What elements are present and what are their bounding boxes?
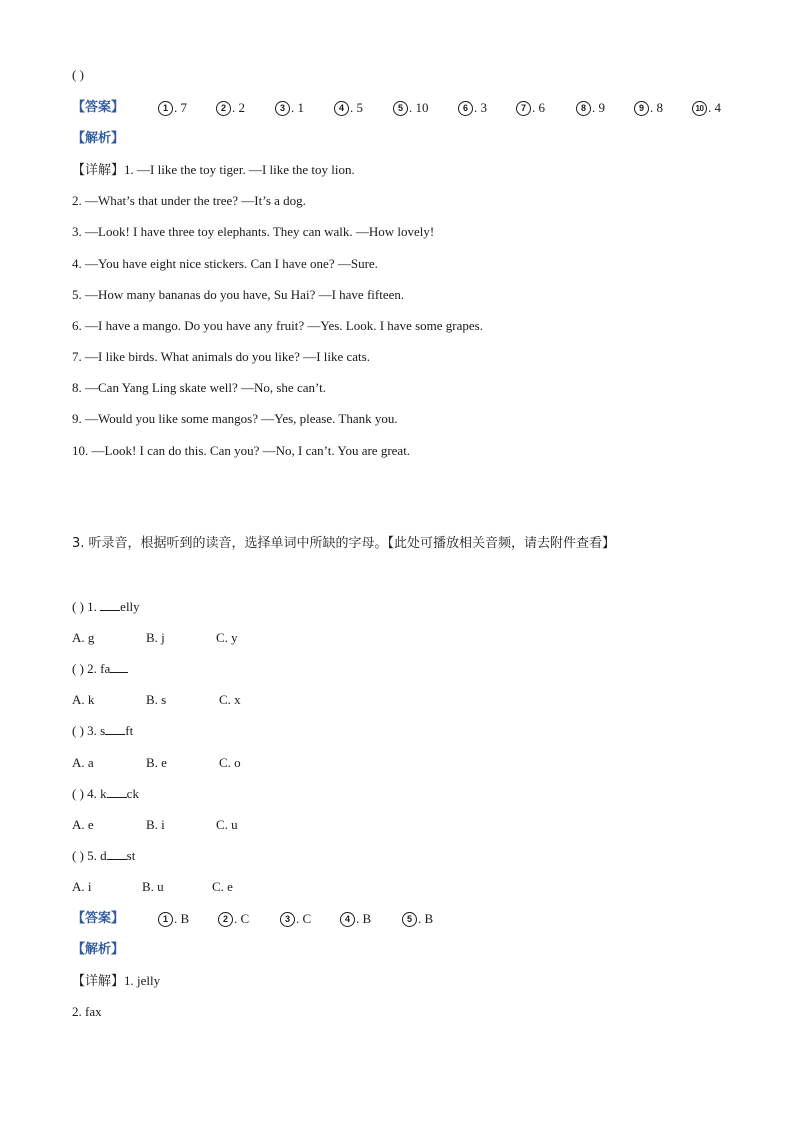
answer-item: 5 . 10: [393, 100, 429, 117]
detail-line: 9. —Would you like some mangos? —Yes, please. Thank you.: [72, 411, 398, 426]
option: C. x: [219, 692, 241, 707]
answer-blank: [100, 599, 120, 611]
question-item: ( ) 3. s ft: [72, 723, 134, 738]
answer-item: 1 . 7: [158, 100, 187, 117]
answer-item: 2 . C: [218, 911, 249, 928]
option: C. u: [216, 817, 238, 832]
answer-blank: [107, 786, 127, 798]
detail-line: 2. —What’s that under the tree? —It’s a dog.: [72, 193, 306, 208]
answer-paren: ( ): [72, 67, 84, 82]
question-item: ( ) 5. d st: [72, 848, 136, 863]
option: B. s: [146, 692, 167, 707]
option: C. e: [212, 879, 233, 894]
answer-blank: [110, 661, 128, 673]
question-item: ( ) 4. k ck: [72, 786, 139, 801]
answer-item: 3 . C: [280, 911, 311, 928]
detail-label: 【详解】: [72, 974, 125, 989]
question-item: ( ) 2. fa: [72, 661, 128, 677]
answer-item: 10 . 4: [692, 100, 721, 117]
question-instruction: 3. 听录音，根据听到的读音，选择单词中所缺的字母。【此处可播放相关音频，请去附件查看】: [72, 536, 616, 551]
answer-item: 8 . 9: [576, 100, 605, 117]
analysis-label: 【解析】: [72, 131, 125, 146]
answer-item: 4 . 5: [334, 100, 363, 117]
option: A. e: [72, 817, 94, 832]
option: C. y: [216, 630, 238, 645]
option: C. o: [219, 755, 241, 770]
analysis-label: 【解析】: [72, 942, 125, 957]
option: A. g: [72, 630, 95, 645]
answer-item: 4 . B: [340, 911, 371, 928]
answer-item: 1 . B: [158, 911, 189, 928]
option: A. i: [72, 879, 92, 894]
answer-blank: [107, 848, 127, 860]
answer-item: 9 . 8: [634, 100, 663, 117]
option: B. j: [146, 630, 165, 645]
answer-item: 3 . 1: [275, 100, 304, 117]
detail-line: 3. —Look! I have three toy elephants. They can walk. —How lovely!: [72, 224, 435, 239]
detail-line: 2. fax: [72, 1004, 102, 1019]
detail-line: 【详解】1. jelly: [72, 973, 161, 989]
answer-blank: [105, 723, 125, 735]
detail-line: 4. —You have eight nice stickers. Can I have one? —Sure.: [72, 256, 378, 271]
answer-item: 2 . 2: [216, 100, 245, 117]
detail-line: 7. —I like birds. What animals do you like? —I like cats.: [72, 349, 370, 364]
detail-line: 10. —Look! I can do this. Can you? —No, I can’t. You are great.: [72, 443, 411, 458]
detail-label: 【详解】: [72, 163, 125, 178]
answer-label: 【答案】: [72, 100, 125, 115]
question-item: ( ) 1. elly: [72, 599, 140, 614]
option: A. a: [72, 755, 94, 770]
option: B. e: [146, 755, 167, 770]
option: B. i: [146, 817, 165, 832]
detail-line: 8. —Can Yang Ling skate well? —No, she can’t.: [72, 380, 326, 395]
detail-line: 6. —I have a mango. Do you have any fruit? —Yes. Look. I have some grapes.: [72, 318, 483, 333]
detail-line: 5. —How many bananas do you have, Su Hai? —I have fifteen.: [72, 287, 405, 302]
answer-item: 7 . 6: [516, 100, 545, 117]
answer-item: 5 . B: [402, 911, 433, 928]
option: A. k: [72, 692, 95, 707]
answer-item: 6 . 3: [458, 100, 487, 117]
option: B. u: [142, 879, 164, 894]
answer-label: 【答案】: [72, 911, 125, 926]
detail-line: 【详解】1. —I like the toy tiger. —I like the toy lion.: [72, 162, 355, 178]
